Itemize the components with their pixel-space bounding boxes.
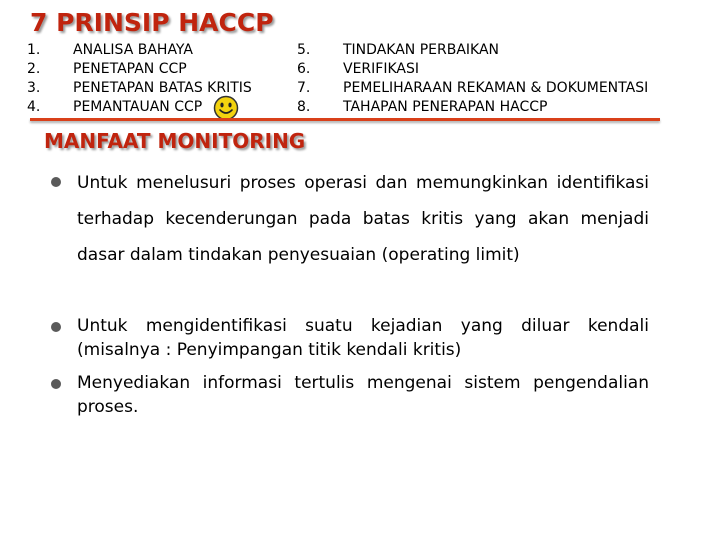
principle-item [27,60,252,79]
principle-number: 4. [27,99,41,115]
principle-item [27,41,252,60]
principle-number: 1. [27,42,41,58]
bullet-text: Untuk mengidentifikasi suatu kejadian yang diluar kendali (misalnya : Penyimpangan titik kendali kritis) [77,316,649,360]
bullet-text: Menyediakan informasi tertulis mengenai sistem pengendalian proses. [77,373,649,417]
slide-title: 7 PRINSIP HACCP [30,8,274,37]
principle-item [297,79,648,98]
principle-label: ANALISA BAHAYA [73,42,193,58]
principle-label: PENETAPAN BATAS KRITIS [73,80,252,96]
principle-number: 8. [297,99,311,115]
principle-item [297,60,648,79]
principle-number: 2. [27,61,41,77]
principle-label: TINDAKAN PERBAIKAN [343,42,500,58]
bullet-dot-icon [51,379,61,389]
principle-label: PEMELIHARAAN REKAMAN & DOKUMENTASI [343,80,649,96]
principle-item [297,41,648,60]
principle-label: VERIFIKASI [343,61,419,77]
principle-number: 5. [297,42,311,58]
principle-number: 3. [27,80,41,96]
bullet-text: Untuk menelusuri proses operasi dan memungkinkan identifikasi terhadap kecenderungan pada batas kritis yang akan menjadi dasar dalam tindakan penyesuaian (operating limit) [77,173,649,265]
principle-item [297,98,648,117]
title-divider [30,118,660,121]
bullet-dot-icon [51,322,61,332]
principles-list-right [297,41,648,117]
principle-number: 6. [297,61,311,77]
section-title: MANFAAT MONITORING [44,129,306,153]
principle-label: PEMANTAUAN CCP [73,99,203,115]
principle-number: 7. [297,80,311,96]
principle-label: PENETAPAN CCP [73,61,187,77]
bullet-dot-icon [51,177,61,187]
principle-label: TAHAPAN PENERAPAN HACCP [343,99,548,115]
